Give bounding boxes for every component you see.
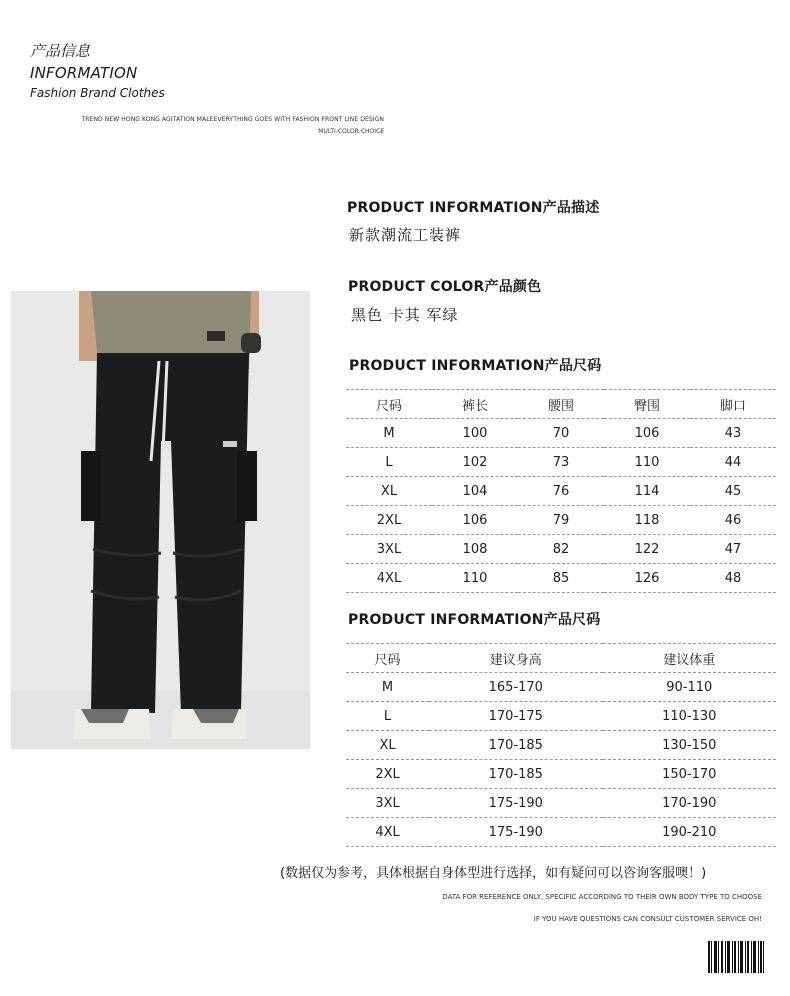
- table-cell: 82: [518, 535, 604, 564]
- table-cell: XL: [346, 731, 429, 760]
- table-cell: 114: [604, 477, 690, 506]
- table-cell: 126: [604, 564, 690, 593]
- table-row: [346, 564, 776, 593]
- table-cell: 100: [432, 419, 518, 448]
- column-header: 尺码: [346, 390, 432, 419]
- table-cell: 175-190: [429, 789, 602, 818]
- table-row: [346, 789, 776, 818]
- column-header: 臀围: [604, 390, 690, 419]
- table-cell: 4XL: [346, 564, 432, 593]
- fit-table-heading: PRODUCT INFORMATION产品尺码: [348, 612, 601, 628]
- table-cell: 110-130: [603, 702, 776, 731]
- reference-note-en: DATA FOR REFERENCE ONLY, SPECIFIC ACCORDING TO THEIR OWN BODY TYPE TO CHOOSE: [442, 893, 762, 901]
- table-cell: 110: [604, 448, 690, 477]
- header-title-en: INFORMATION: [30, 64, 138, 82]
- table-cell: 104: [432, 477, 518, 506]
- table-cell: 110: [432, 564, 518, 593]
- header-tagline-2: MULTI-COLOR CHOICE: [318, 128, 384, 135]
- table-cell: 106: [604, 419, 690, 448]
- table-cell: 106: [432, 506, 518, 535]
- column-header: 脚口: [690, 390, 776, 419]
- table-row: [346, 477, 776, 506]
- table-cell: XL: [346, 477, 432, 506]
- reference-note: (数据仅为参考，具体根据自身体型进行选择，如有疑问可以咨询客服噢！): [280, 866, 707, 881]
- fit-table-header-row: [346, 644, 776, 673]
- table-cell: 85: [518, 564, 604, 593]
- table-cell: M: [346, 419, 432, 448]
- table-cell: 48: [690, 564, 776, 593]
- column-header: 尺码: [346, 644, 429, 673]
- table-cell: 44: [690, 448, 776, 477]
- description-heading: PRODUCT INFORMATION产品描述: [347, 200, 600, 216]
- description-value: 新款潮流工装裤: [349, 226, 462, 244]
- table-cell: 108: [432, 535, 518, 564]
- product-photo: [11, 291, 310, 749]
- table-cell: 3XL: [346, 789, 429, 818]
- size-table-heading: PRODUCT INFORMATION产品尺码: [349, 358, 602, 374]
- table-cell: 150-170: [603, 760, 776, 789]
- table-cell: 43: [690, 419, 776, 448]
- table-cell: 45: [690, 477, 776, 506]
- table-cell: 165-170: [429, 673, 602, 702]
- table-row: [346, 506, 776, 535]
- table-cell: 76: [518, 477, 604, 506]
- table-cell: 46: [690, 506, 776, 535]
- table-row: [346, 448, 776, 477]
- header-subtitle: Fashion Brand Clothes: [30, 86, 165, 100]
- fit-table: [346, 643, 776, 847]
- service-note-en: IF YOU HAVE QUESTIONS CAN CONSULT CUSTOMER SERVICE OH!: [533, 915, 762, 923]
- size-table: [346, 389, 776, 593]
- table-cell: L: [346, 448, 432, 477]
- table-cell: 170-190: [603, 789, 776, 818]
- table-cell: 4XL: [346, 818, 429, 847]
- table-row: [346, 760, 776, 789]
- table-cell: 190-210: [603, 818, 776, 847]
- column-header: 建议体重: [603, 644, 776, 673]
- table-cell: 175-190: [429, 818, 602, 847]
- table-cell: 47: [690, 535, 776, 564]
- color-value: 黑色 卡其 军绿: [351, 306, 459, 324]
- table-cell: 170-185: [429, 760, 602, 789]
- table-cell: 73: [518, 448, 604, 477]
- table-cell: 170-175: [429, 702, 602, 731]
- size-table-header-row: [346, 390, 776, 419]
- column-header: 腰围: [518, 390, 604, 419]
- table-cell: 2XL: [346, 760, 429, 789]
- table-cell: 79: [518, 506, 604, 535]
- table-cell: 130-150: [603, 731, 776, 760]
- table-row: [346, 673, 776, 702]
- header-tagline: TREND NEW HONG KONG AGITATION MALEEVERYTHING GOES WITH FASHION FRONT LINE DESIGN: [81, 116, 384, 123]
- table-row: [346, 419, 776, 448]
- table-row: [346, 535, 776, 564]
- column-header: 裤长: [432, 390, 518, 419]
- table-cell: 90-110: [603, 673, 776, 702]
- table-cell: 122: [604, 535, 690, 564]
- table-cell: 70: [518, 419, 604, 448]
- table-cell: M: [346, 673, 429, 702]
- table-cell: 102: [432, 448, 518, 477]
- table-cell: 3XL: [346, 535, 432, 564]
- color-heading: PRODUCT COLOR产品颜色: [348, 279, 542, 295]
- table-cell: L: [346, 702, 429, 731]
- barcode-icon: [708, 941, 764, 973]
- table-row: [346, 731, 776, 760]
- header-title-cn: 产品信息: [30, 42, 91, 60]
- table-row: [346, 702, 776, 731]
- table-cell: 170-185: [429, 731, 602, 760]
- column-header: 建议身高: [429, 644, 602, 673]
- table-cell: 2XL: [346, 506, 432, 535]
- table-cell: 118: [604, 506, 690, 535]
- table-row: [346, 818, 776, 847]
